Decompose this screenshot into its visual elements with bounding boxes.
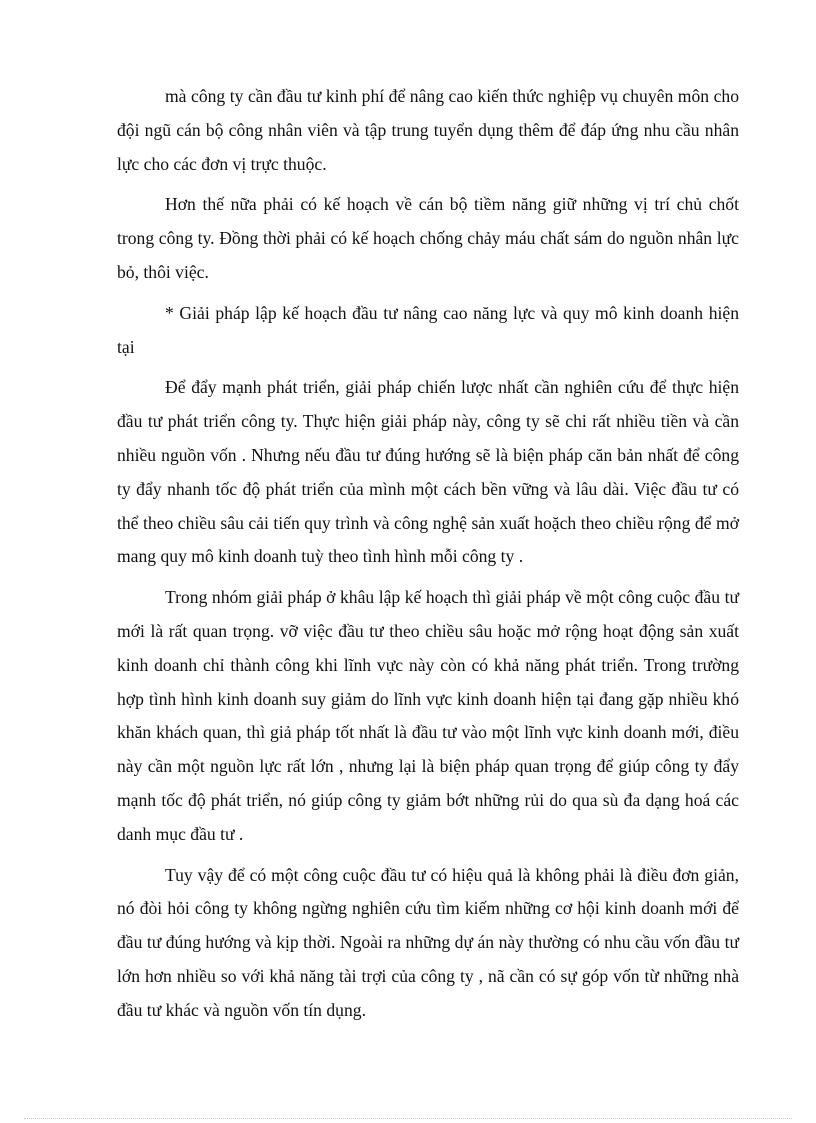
paragraph: * Giải pháp lập kế hoạch đầu tư nâng cao năng lực và quy mô kinh doanh hiện tại xyxy=(117,302,739,357)
paragraph: Tuy vậy để có một công cuộc đầu tư có hiệu quả là không phải là điều đơn giản, nó đòi hỏi công ty không ngừng nghiên cứu tìm kiếm những cơ hội kinh doanh mới để đầu tư đúng hướng và kịp thời. Ngoài ra những dự án này thường có nhu cầu vốn đầu tư lớn hơn nhiều so với khả năng tài trợi của công ty , nã cần có sự góp vốn từ những nhà đầu tư khác và nguồn vốn tín dụng. xyxy=(117,864,739,1020)
paragraph: Để đẩy mạnh phát triển, giải pháp chiến lược nhất cần nghiên cứu để thực hiện đầu tư phát triển công ty. Thực hiện giải pháp này, công ty sẽ chi rất nhiều tiền và cần nhiều nguồn vốn . Nhưng nếu đầu tư đúng hướng sẽ là biện pháp căn bản nhất để công ty đẩy nhanh tốc độ phát triển của mình một cách bền vững và lâu dài. Việc đầu tư có thể theo chiều sâu cải tiến quy trình và công nghệ sản xuất hoặch theo chiều rộng để mở mang quy mô kinh doanh tuỳ theo tình hình mỗi công ty . xyxy=(117,377,739,567)
paragraph: mà công ty cần đầu tư kinh phí để nâng cao kiến thức nghiệp vụ chuyên môn cho đội ngũ cán bộ công nhân viên và tập trung tuyển dụng thêm để đáp ứng nhu cầu nhân lực cho các đơn vị trực thuộc. xyxy=(117,86,739,174)
paragraph: Trong nhóm giải pháp ở khâu lập kế hoạch thì giải pháp về một công cuộc đầu tư mới là rất quan trọng. vỡ việc đầu tư theo chiều sâu hoặc mở rộng hoạt động sản xuất kinh doanh chỉ thành công khi lĩnh vực này còn có khả năng phát triển. Trong trường hợp tình hình kinh doanh suy giảm do lĩnh vực kinh doanh hiện tại đang gặp nhiều khó khăn khách quan, thì giả pháp tốt nhất là đầu tư vào một lĩnh vực kinh doanh mới, điều này cần một nguồn lực rất lớn , nhưng lại là biện pháp quan trọng để giúp công ty đẩy mạnh tốc độ phát triển, nó giúp công ty giảm bớt những rủi do qua sù đa dạng hoá các danh mục đầu tư . xyxy=(117,587,739,844)
paragraph: Hơn thế nữa phải có kế hoạch về cán bộ tiềm năng giữ những vị trí chủ chốt trong công ty. Đồng thời phải có kế hoạch chống chảy máu chất sám do nguồn nhân lực bỏ, thôi việc. xyxy=(117,194,739,282)
page-bottom-divider xyxy=(24,1118,792,1119)
body-text xyxy=(117,80,739,1035)
